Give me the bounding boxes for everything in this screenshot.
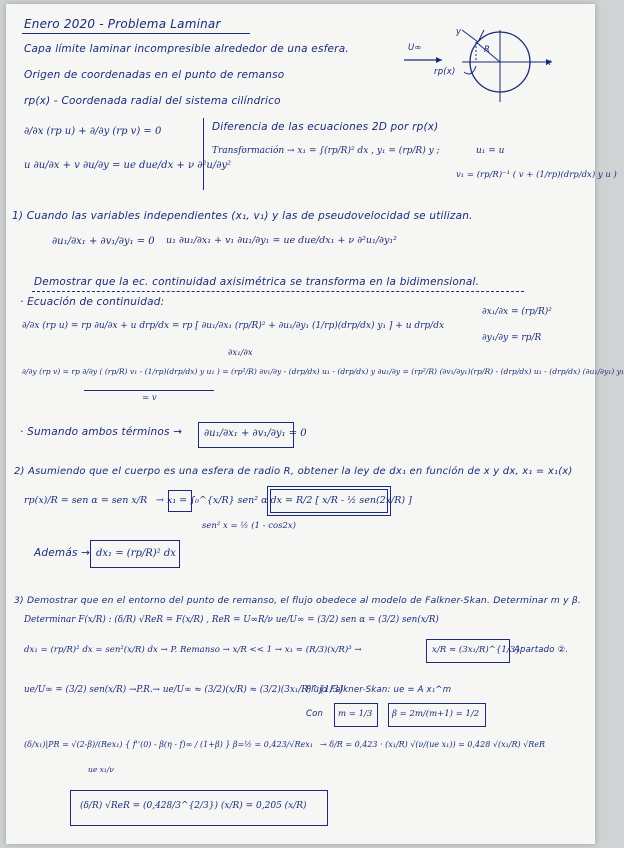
- separator-line: [203, 118, 204, 190]
- title-underline: [22, 33, 250, 34]
- section1-eq-a: ∂u₁/∂x₁ + ∂v₁/∂y₁ = 0: [52, 236, 155, 247]
- section3-m-value: m = 1/3: [338, 709, 373, 719]
- section1-eq-c2-under: = v: [142, 393, 157, 403]
- section1-result: ∂u₁/∂x₁ + ∂v₁/∂y₁ = 0: [204, 428, 307, 439]
- section1-side-r1: ∂x₁/∂x = (rp/R)²: [482, 307, 552, 317]
- section3-con: Con: [306, 709, 324, 719]
- diagram-y-label: y: [456, 27, 462, 37]
- x1-box: [168, 490, 192, 512]
- page-title: Enero 2020 - Problema Laminar: [24, 17, 221, 31]
- section1-eq-b: u₁ ∂u₁/∂x₁ + v₁ ∂u₁/∂y₁ = ue due/dx₁ + ν ∂²u₁/∂y₁²: [166, 235, 397, 246]
- section3-beta-value: β = 2m/(m+1) = 1/2: [392, 709, 480, 719]
- section3-falkner-skan: Flujo Falkner-Skan: ue = A x₁^m: [306, 685, 452, 695]
- notebook-page: [6, 4, 624, 844]
- intro-line-1: Capa límite laminar incompresible alrededor de una esfera.: [24, 43, 349, 55]
- section3-eq-3-under: ue x₁/ν: [88, 765, 114, 774]
- diagram-x-label: x: [546, 58, 552, 68]
- section1-eq-c2: ∂/∂y (rp v) = rp ∂/∂y ( (rp/R) v₁ - (1/rp)(drp/dx) y u₁ ) = (rp²/R) ∂v₁/∂y - (drp/dx) u₁ - (drp/dx) y ∂u₁/∂y = (rp²/R) (∂v₁/∂y₁)(rp/R) - (drp/dx) u₁ - (drp/dx) (∂u₁/∂y₁) y₁: [22, 367, 624, 376]
- section3-eq-1: dx₁ = (rp/R)² dx = sen²(x/R) dx → P. Remanso → x/R << 1 → x₁ ≈ (R/3)(x/R)³ →: [24, 645, 362, 655]
- section1-heading: 1) Cuando las variables independientes (x₁, v₁) y las de pseudovelocidad se utilizan.: [12, 210, 473, 222]
- diagram-r-label: R: [484, 45, 491, 55]
- eq-c2-brace: [84, 390, 214, 391]
- section1-demo: Demostrar que la ec. continuidad axisimétrica se transforma en la bidimensional.: [34, 276, 480, 288]
- section2-ademas: Además →: [34, 547, 91, 559]
- x1-result-box: [270, 489, 388, 513]
- diagram-rp-label: rp(x): [434, 67, 456, 77]
- section2-eq-3: sen² x = ½ (1 - cos2x): [202, 521, 296, 531]
- continuity-equation: ∂/∂x (rp u) + ∂/∂y (rp v) = 0: [24, 126, 162, 137]
- section3-eq-3-result: → δ/R = 0,423 · (x₁/R) √(ν/(ue x₁)) = 0,428 √(x₁/R) √ReR: [320, 740, 546, 749]
- section1-bullet-2: · Sumando ambos términos →: [20, 426, 183, 438]
- section3-eq-1-box: x/R ≈ (3x₁/R)^{1/3}: [432, 645, 521, 655]
- intro-side-4: v₁ = (rp/R)⁻¹ ( v + (1/rp)(drp/dx) y u ): [456, 170, 617, 180]
- section3-determinar: Determinar F(x/R) : (δ/R) √ReR = F(x/R) , ReR = U∞R/ν ue/U∞ = (3/2) sen α = (3/2) sen(x/R): [24, 615, 439, 625]
- section2-eq-2: → x₁ = ∫₀^{x/R} sen² α dx = R/2 [ x/R - ½ sen(2x/R) ]: [156, 495, 412, 506]
- section2-eq-1: rp(x)/R = sen α = sen x/R: [24, 495, 148, 506]
- intro-side-1: Diferencia de las ecuaciones 2D por rp(x): [212, 121, 439, 133]
- momentum-equation: u ∂u/∂x + v ∂u/∂y = ue due/dx + ν ∂²u/∂y²: [24, 160, 232, 171]
- section2-eq-4: dx₁ = (rp/R)² dx: [96, 548, 176, 559]
- section1-eq-c1: ∂/∂x (rp u) = rp ∂u/∂x + u drp/dx = rp [ ∂u₁/∂x₁ (rp/R)² + ∂u₁/∂y₁ (1/rp)(drp/dx) y₁ ] + u drp/dx: [22, 321, 445, 331]
- section1-eq-c1-under: ∂x₁/∂x: [228, 348, 253, 358]
- section1-side-r2: ∂y₁/∂y = rp/R: [482, 333, 542, 343]
- section3-heading: 3) Demostrar que en el entorno del punto de remanso, el flujo obedece al modelo de Falkner-Skan. Determinar m y β.: [14, 595, 582, 606]
- intro-side-2: Transformación → x₁ = ∫(rp/R)² dx , y₁ = (rp/R) y ;: [212, 146, 440, 156]
- section1-bullet-1: · Ecuación de continuidad:: [20, 296, 165, 308]
- section3-eq-3: (δ/x₁)|PR = √(2-β)/(Rex₁) { f''(0) - β(η - f)∞ / (1+β) } β=½ = 0,423/√Rex₁: [24, 740, 313, 749]
- section3-apartado: Apartado ②.: [514, 645, 569, 655]
- diagram-uinf-label: U∞: [408, 43, 422, 53]
- intro-side-3: u₁ = u: [476, 146, 505, 156]
- section3-eq-2: ue/U∞ = (3/2) sen(x/R) →P.R.→ ue/U∞ ≈ (3/2)(x/R) ≈ (3/2)(3x₁/R)^{1/3}: [24, 685, 345, 695]
- section3-final-result: (δ/R) √ReR = (0,428/3^{2/3}) (x/R) = 0,205 (x/R): [80, 801, 307, 811]
- section2-heading: 2) Asumiendo que el cuerpo es una esfera de radio R, obtener la ley de dx₁ en función de x y dx, x₁ = x₁(x): [14, 466, 573, 477]
- intro-line-2: Origen de coordenadas en el punto de remanso: [24, 69, 285, 81]
- demo-underline: [32, 291, 524, 292]
- intro-line-3: rp(x) - Coordenada radial del sistema cilíndrico: [24, 95, 281, 107]
